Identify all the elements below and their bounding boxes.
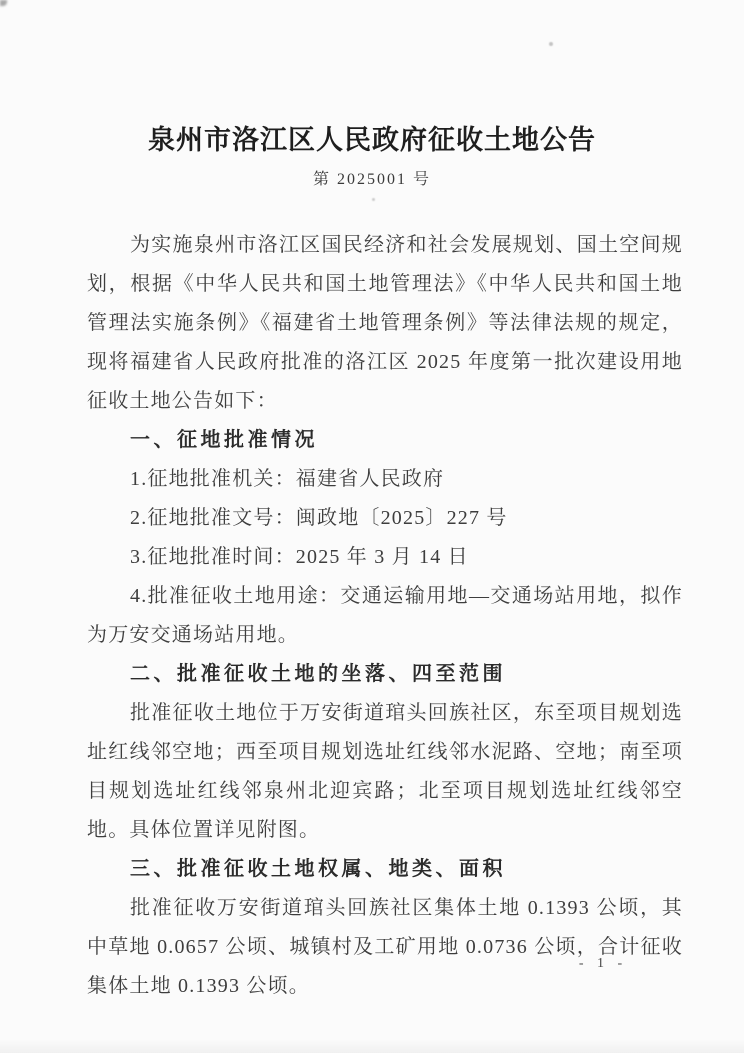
item-approved-land-use: 4.批准征收土地用途：交通运输用地—交通场站用地，拟作为万安交通场站用地。 — [87, 585, 683, 646]
document-body — [87, 226, 683, 1006]
paragraph-land-area: 批准征收万安街道琯头回族社区集体土地 0.1393 公顷，其中草地 0.0657 公顷、城镇村及工矿用地 0.0736 公顷，合计征收集体土地 0.1393 公顷。 — [87, 897, 683, 997]
scan-artifact-corner-smudge — [0, 0, 7, 6]
document-number: 第 2025001 号 — [312, 171, 431, 188]
scan-artifact-dot — [372, 198, 375, 201]
item-approval-date: 3.征地批准时间：2025 年 3 月 14 日 — [130, 546, 469, 568]
document-title: 泉州市洛江区人民政府征收土地公告 — [148, 125, 596, 155]
section-heading-3: 三、批准征收土地权属、地类、面积 — [130, 858, 506, 880]
item-approval-doc-number: 2.征地批准文号：闽政地〔2025〕227 号 — [130, 507, 508, 529]
scan-artifact-dot — [549, 42, 553, 46]
paragraph-location-bounds: 批准征收土地位于万安街道琯头回族社区，东至项目规划选址红线邻空地；西至项目规划选址红线邻水泥路、空地；南至项目规划选址红线邻泉州北迎宾路；北至项目规划选址红线邻空地。具体位置详见附图。 — [87, 702, 683, 841]
paragraph-intro: 为实施泉州市洛江区国民经济和社会发展规划、国土空间规划，根据《中华人民共和国土地管理法》《中华人民共和国土地管理法实施条例》《福建省土地管理条例》等法律法规的规定，现将福建省人民政府批准的洛江区 2025 年度第一批次建设用地征收土地公告如下： — [87, 234, 683, 412]
section-heading-1: 一、征地批准情况 — [130, 429, 318, 451]
item-approval-authority: 1.征地批准机关：福建省人民政府 — [130, 468, 445, 490]
page-bottom-shadow — [0, 1039, 744, 1053]
section-heading-2: 二、批准征收土地的坐落、四至范围 — [130, 663, 506, 685]
page-number: - 1 - — [578, 956, 628, 971]
